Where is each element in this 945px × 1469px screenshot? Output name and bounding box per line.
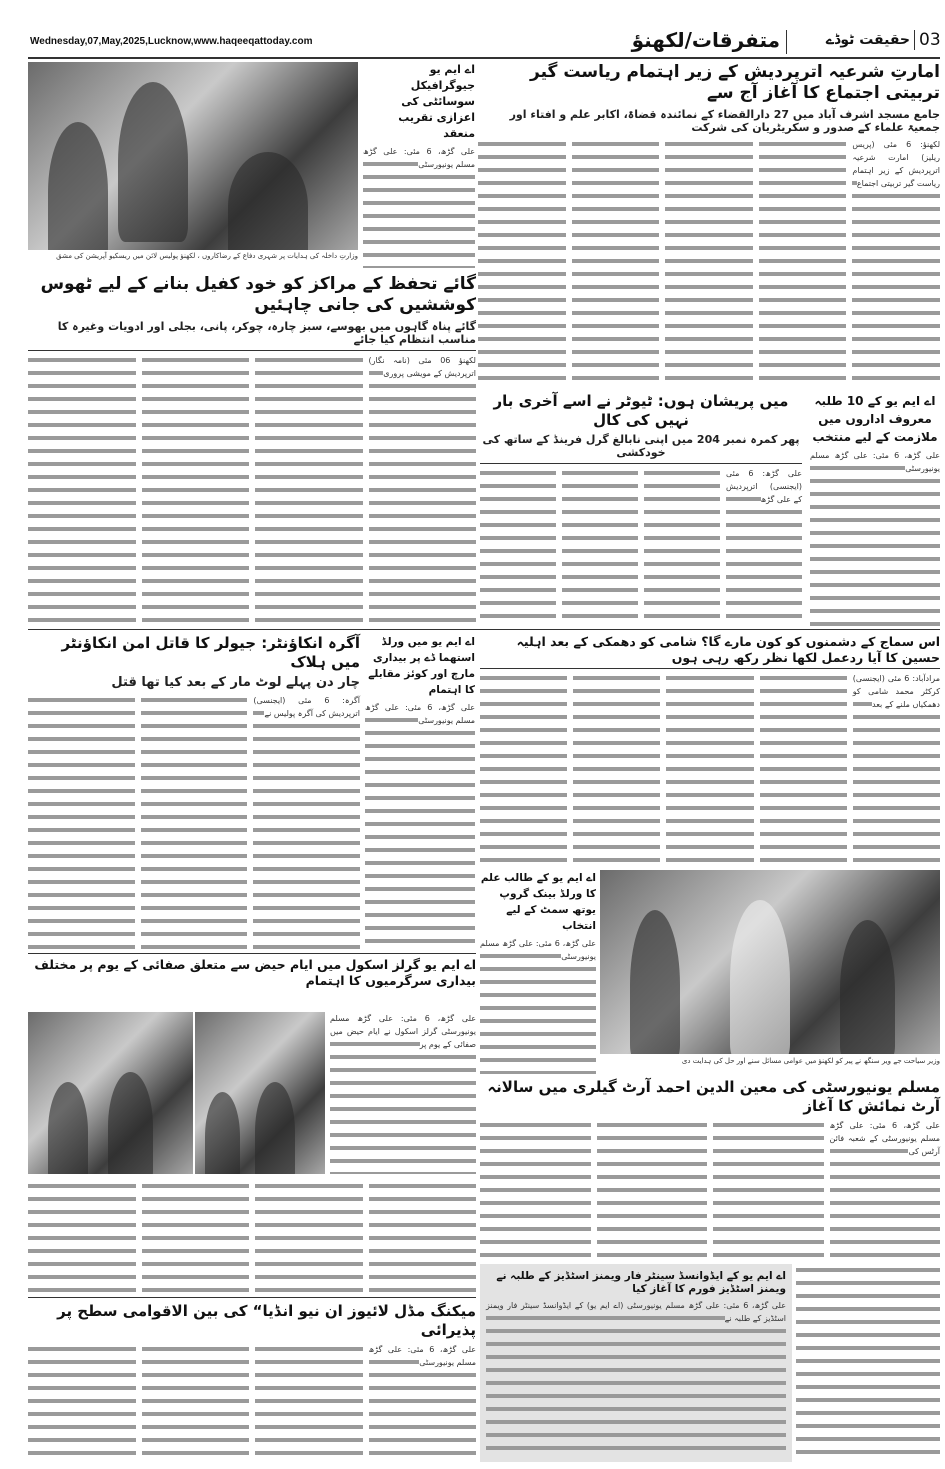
article-body-girls-cont <box>28 1180 476 1292</box>
article-body-imarat: لکھنؤ: 6 مئی (پریس ریلیز) امارت شرعیہ اترپردیش کے زیر اہتمام ریاست گیر تربیتی اجتماع <box>478 138 940 386</box>
article-imarat <box>478 62 940 386</box>
article-tutor <box>480 392 802 626</box>
article-shami <box>480 634 940 866</box>
article-body-art-cont <box>796 1264 940 1462</box>
article-body-making: علی گڑھ، 6 مئی: علی گڑھ مسلم یونیورسٹی <box>28 1343 476 1463</box>
article-body-cow: لکھنؤ 06 مئی (نامہ نگار) اترپردیش کے مویشی پروری <box>28 354 476 626</box>
article-geo <box>363 62 475 268</box>
article-asthma <box>365 634 475 950</box>
subhead-cow: گائے پناہ گاہوں میں بھوسے، سبز چارہ، چوکر، پانی، بجلی اور ادویات وغیرہ کا مناسب انتظام کیا جائے <box>57 319 476 347</box>
article-art <box>480 1078 940 1260</box>
section-title: متفرقات/لکھنؤ <box>631 28 780 52</box>
article-cow <box>28 274 476 626</box>
headline-geo: اے ایم یو جیوگرافیکل سوسائٹی کی اعزازی تقریب منعقد <box>398 63 475 140</box>
rescue-drill-photo <box>28 62 358 250</box>
subhead-agra: چار دن پہلے لوٹ مار کے بعد کیا تھا قتل <box>111 674 360 690</box>
article-body-art: علی گڑھ، 6 مئی: علی گڑھ مسلم یونیورسٹی کے شعبہ فائن آرٹس کی <box>480 1119 940 1261</box>
subhead-imarat: جامع مسجد اشرف آباد میں 27 دارالقضاء کے نمائندہ قضاۃ، اکابر علم و افتاء اور جمعیۃ علماء کے صدور و سکریٹریان کی شرکت <box>509 107 940 135</box>
divider <box>28 1297 476 1298</box>
headline-art: مسلم یونیورسٹی کی معین الدین احمد آرٹ گیلری میں سالانہ آرٹ نمائش کا آغاز <box>487 1078 940 1115</box>
article-body-students10: علی گڑھ، 6 مئی: علی گڑھ مسلم یونیورسٹی <box>810 449 940 626</box>
headline-cow: گائے تحفظ کے مراکز کو خود کفیل بنانے کے لیے ٹھوس کوششیں کی جانی چاہئیں <box>40 274 476 316</box>
school-event-photo <box>28 1012 193 1174</box>
photo-caption: وزیر سیاحت جے ویر سنگھ نے پیر کو لکھنؤ میں عوامی مسائل سنے اور حل کی ہدایت دی <box>681 1057 940 1065</box>
article-body-tutor: علی گڑھ: 6 مئی (ایجنسی) اترپردیش کے علی گڑھ <box>480 467 802 626</box>
headline-asthma: اے ایم یو میں ورلڈ استھما ڈے پر بیداری مارچ اور کوئز مقابلے کا اہتمام <box>368 636 475 696</box>
headline-students10: اے ایم یو کے 10 طلبہ معروف اداروں میں ملازمت کے لیے منتخب <box>812 394 938 444</box>
article-body-girls: علی گڑھ، 6 مئی: علی گڑھ مسلم یونیورسٹی گرلز اسکول نے ایام حیض میں صفائی کے یوم پر <box>330 1012 476 1174</box>
article-body-asthma: علی گڑھ، 6 مئی: علی گڑھ مسلم یونیورسٹی <box>365 701 475 950</box>
headline-tutor: میں پریشان ہوں: ٹیوٹر نے اسے آخری بار نہیں کی کال <box>493 392 789 429</box>
dateline: Wednesday,07,May,2025,Lucknow,www.haqeeqattoday.com <box>30 36 313 47</box>
article-agra <box>28 634 360 950</box>
page-number: 03 <box>914 30 941 50</box>
divider <box>480 668 940 669</box>
article-body-forum: علی گڑھ، 6 مئی: علی گڑھ مسلم یونیورسٹی (اے ایم یو) کے ایڈوانسڈ سینٹر فار ویمنز اسٹڈیز کے طلبہ نے <box>486 1299 786 1456</box>
forum-box <box>480 1264 792 1462</box>
masthead-logo: حقیقت ٹوڈے <box>825 32 910 48</box>
headline-girls: اے ایم یو گرلز اسکول میں ایام حیض سے متعلق صفائی کے یوم پر مختلف بیداری سرگرمیوں کا اہتمام <box>34 957 476 988</box>
article-students10 <box>810 392 940 626</box>
article-girls-head <box>28 957 476 1009</box>
divider <box>28 953 476 954</box>
article-body-geo: علی گڑھ، 6 مئی: علی گڑھ مسلم یونیورسٹی <box>363 145 475 268</box>
header-divider <box>786 30 787 54</box>
article-body-worldbank: علی گڑھ، 6 مئی: علی گڑھ مسلم یونیورسٹی <box>480 937 596 1074</box>
article-worldbank <box>480 870 596 1074</box>
divider <box>28 350 476 351</box>
headline-shami: اس سماج کے دشمنوں کو کون مارے گا؟ شامی کو دھمکی کے بعد اہلیہ حسین کا آیا ردعمل لکھا نظر رکھ رہی ہوں <box>516 634 940 665</box>
article-body-shami: مرادآباد: 6 مئی (ایجنسی) کرکٹر محمد شامی کو دھمکیاں ملنے کے بعد <box>480 672 940 866</box>
headline-making: میکنگ مڈل لائیوز ان نیو انڈیا“ کی بین الاقوامی سطح پر پذیرائی <box>57 1302 476 1339</box>
divider <box>28 629 940 630</box>
divider <box>480 463 802 464</box>
article-body-agra: آگرہ: 6 مئی (ایجنسی) اترپردیش کی آگرہ پولیس نے <box>28 694 360 950</box>
header-rule <box>28 57 940 59</box>
headline-forum: اے ایم یو کے ایڈوانسڈ سینٹر فار ویمنز اسٹڈیز کے طلبہ نے ویمنز اسٹڈیز فورم کا آغاز کیا <box>496 1270 786 1296</box>
minister-photo <box>600 870 940 1054</box>
photo-caption: وزارتِ داخلہ کی ہدایات پر شہری دفاع کے رضاکاروں ، لکھنؤ پولیس لائن میں ریسکیو آپریشن کی مشق <box>56 252 358 260</box>
hygiene-day-photo <box>195 1012 325 1174</box>
headline-agra: آگرہ انکاؤنٹر: جیولر کا قاتل امن انکاؤنٹر میں ہلاک <box>61 634 360 671</box>
article-making <box>28 1302 476 1462</box>
headline-worldbank: اے ایم یو کے طالب علم کا ورلڈ بینک گروپ یوتھ سمٹ کے لیے انتخاب <box>480 872 596 932</box>
subhead-tutor: پھر کمرہ نمبر 204 میں اپنی نابالغ گرل فرینڈ کے ساتھ کی خودکشی <box>482 432 800 460</box>
headline-imarat: امارتِ شرعیہ اترپردیش کے زیر اہتمام ریاست گیر تربیتی اجتماع کا آغاز آج سے <box>530 62 940 104</box>
